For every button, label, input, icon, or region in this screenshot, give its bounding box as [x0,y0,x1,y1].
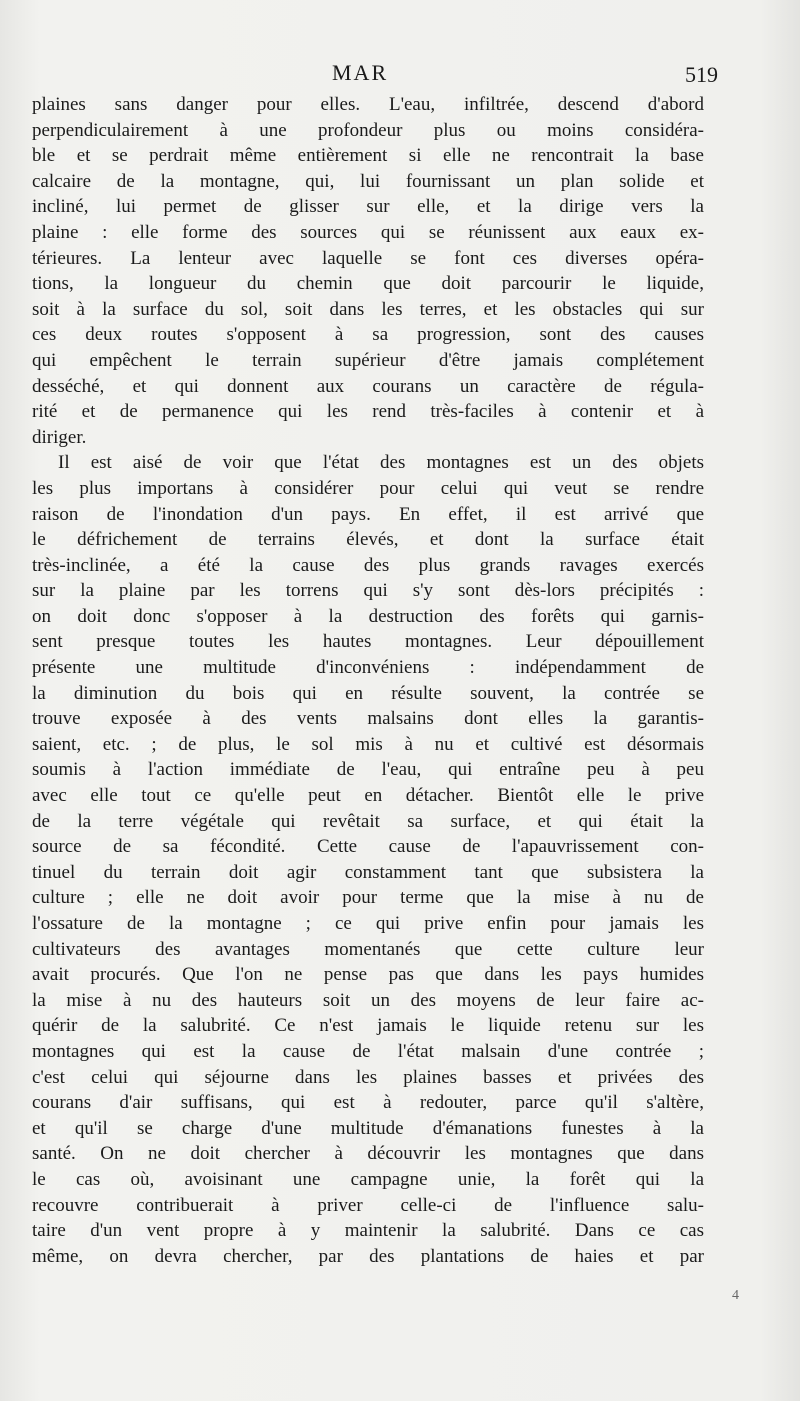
text-line: plaines sans danger pour elles. L'eau, infiltrée, descend d'abord [32,94,704,115]
text-line: quérir de la salubrité. Ce n'est jamais le liquide retenu sur les [32,1015,704,1037]
text-line: les plus importans à considérer pour celui qui veut se rendre [32,477,704,499]
text-line: montagnes qui est la cause de l'état malsain d'une contrée ; [32,1040,704,1062]
text-line: le cas où, avoisinant une campagne unie, la forêt qui la [32,1168,704,1190]
text-line: tinuel du terrain doit agir constamment tant que subsistera la [32,861,704,883]
text-line: très-inclinée, a été la cause des plus grands ravages exercés [32,554,704,576]
text-line: l'ossature de la montagne ; ce qui prive enfin pour jamais les [32,913,704,934]
text-line: saient, etc. ; de plus, le sol mis à nu et cultivé est désormais [32,733,704,755]
text-line: de la terre végétale qui revêtait sa surface, et qui était la [32,810,704,832]
text-line: la mise à nu des hauteurs soit un des moyens de leur faire ac- [32,989,704,1011]
text-line: source de sa fécondité. Cette cause de l'apauvrissement con- [32,836,704,858]
text-line: plaine : elle forme des sources qui se réunissent aux eaux ex- [32,221,704,243]
text-line: raison de l'inondation d'un pays. En effet, il est arrivé que [32,503,704,525]
text-line: santé. On ne doit chercher à découvrir les montagnes que dans [32,1143,704,1165]
text-line: diriger. [32,426,87,448]
text-line: ble et se perdrait même entièrement si elle ne rencontrait la base [32,145,704,167]
text-line: courans d'air suffisans, qui est à redouter, parce qu'il s'altère, [32,1092,704,1114]
text-line: avec elle tout ce qu'elle peut en détacher. Bientôt elle le prive [32,785,704,807]
text-line: on doit donc s'opposer à la destruction des forêts qui garnis- [32,605,704,627]
text-line: avait procurés. Que l'on ne pense pas que dans les pays humides [32,964,704,986]
text-line: soumis à l'action immédiate de l'eau, qui entraîne peu à peu [32,759,704,781]
text-line: culture ; elle ne doit avoir pour terme que la mise à nu de [32,887,704,909]
text-line: calcaire de la montagne, qui, lui fournissant un plan solide et [32,170,704,192]
paragraph-2 [32,450,704,1269]
text-line: sur la plaine par les torrens qui s'y sont dès-lors précipités : [32,580,704,602]
text-line: taire d'un vent propre à y maintenir la salubrité. Dans ce cas [32,1220,704,1242]
text-line: présente une multitude d'inconvéniens : indépendamment de [32,657,704,679]
text-line: le défrichement de terrains élevés, et dont la surface était [32,529,704,551]
running-head: MAR [332,60,389,85]
text-line: la diminution du bois qui en résulte souvent, la contrée se [32,682,704,704]
paragraph-1 [32,92,704,450]
body-text [32,92,704,1269]
text-line: qui empêchent le terrain supérieur d'être jamais complétement [32,349,704,371]
text-line: Il est aisé de voir que l'état des montagnes est un des objets [58,452,704,474]
text-line: c'est celui qui séjourne dans les plaines basses et privées des [32,1066,704,1088]
text-line: même, on devra chercher, par des plantations de haies et par [32,1245,704,1267]
text-line: incliné, lui permet de glisser sur elle, et la dirige vers la [32,196,704,218]
text-line: rité et de permanence qui les rend très-faciles à contenir et à [32,401,704,423]
text-line: cultivateurs des avantages momentanés que cette culture leur [32,938,704,960]
text-line: et qu'il se charge d'une multitude d'émanations funestes à la [32,1117,704,1139]
text-line: recouvre contribuerait à priver celle-ci de l'influence salu- [32,1194,704,1216]
text-line: perpendiculairement à une profondeur plus ou moins considéra- [32,119,704,141]
text-line: térieures. La lenteur avec laquelle se font ces diverses opéra- [32,247,704,269]
text-line: desséché, et qui donnent aux courans un caractère de régula- [32,375,704,397]
text-line: ces deux routes s'opposent à sa progression, sont des causes [32,324,704,346]
margin-mark: 4 [732,1288,739,1303]
text-line: tions, la longueur du chemin que doit parcourir le liquide, [32,273,704,295]
text-line: sent presque toutes les hautes montagnes. Leur dépouillement [32,631,704,653]
page-header [32,58,718,92]
page-number: 519 [685,62,718,87]
text-line: soit à la surface du sol, soit dans les terres, et les obstacles qui sur [32,298,704,320]
text-line: trouve exposée à des vents malsains dont elles la garantis- [32,708,704,730]
